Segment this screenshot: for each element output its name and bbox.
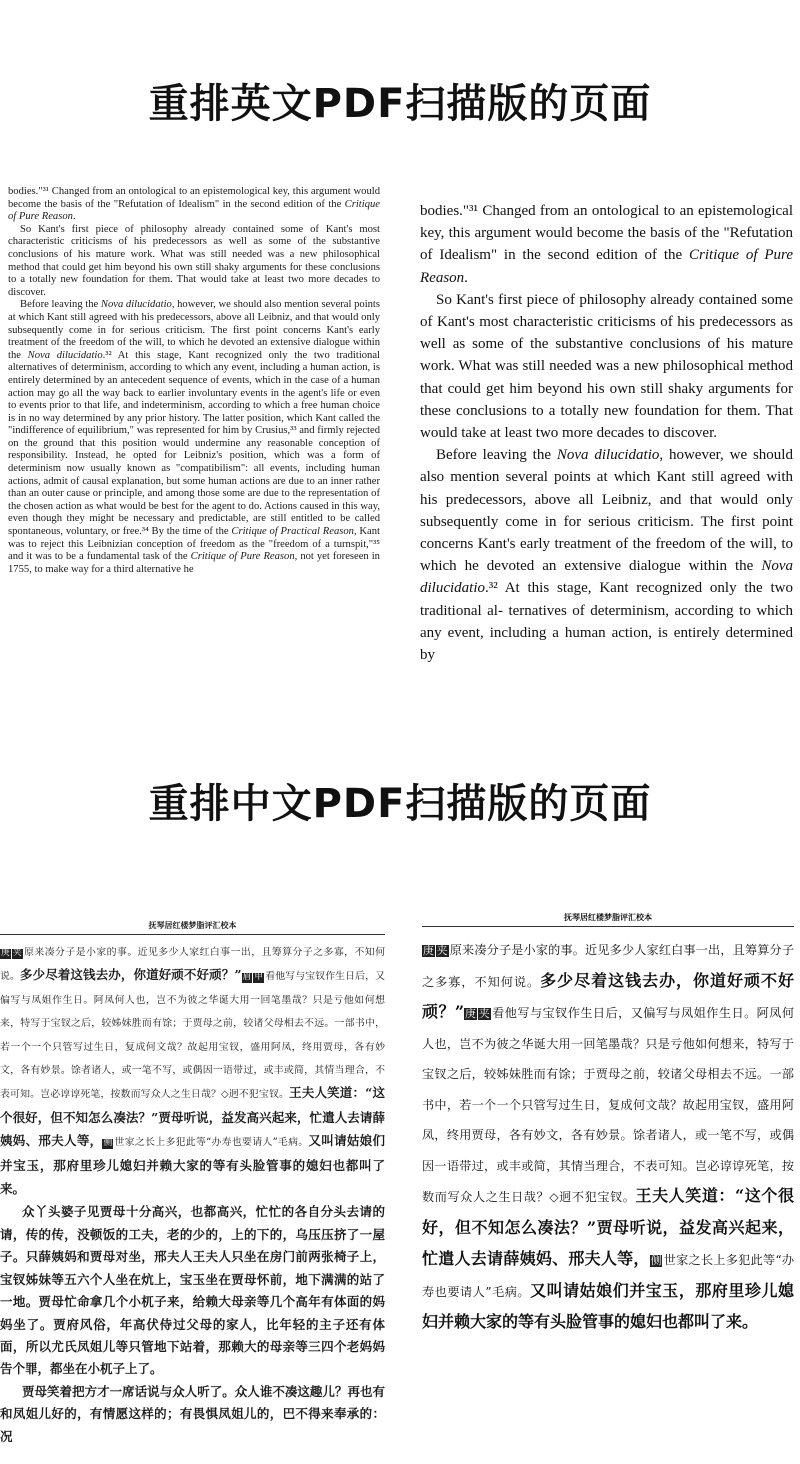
commentary-tag: 庚 xyxy=(423,944,434,957)
commentary-tag: 庚 xyxy=(465,1007,476,1020)
main-text: 又叫请姑娘们并宝玉，那府里珍儿媳妇并赖大家的等有头脸管事的媳妇也都叫了来。 xyxy=(0,1133,385,1197)
main-text: 王夫人笑道：“这个很好，但不知怎么凑法？”贾母听说，益发高兴起来，忙遣人去请薛姨妈、邢夫人等， xyxy=(422,1186,794,1268)
chinese-scanned-page xyxy=(0,918,385,1444)
commentary-tag: 侧 xyxy=(103,1138,113,1149)
english-section-heading: 重排英文PDF扫描版的页面 xyxy=(148,81,652,127)
english-scan-paragraph: So Kant's first piece of philosophy already contained some of Kant's most characteristic criticisms of his predecessors as well as some of the substantive conclusions of his mature work. What was still needed was a new philosophical method that could get him beyond his own still shaky arguments for these conclusions to a totally new foundation for them. That would take at least two more decades to discover. xyxy=(8,223,380,298)
english-scanned-page xyxy=(8,186,380,692)
english-reflow-paragraph: So Kant's first piece of philosophy already contained some of Kant's most characteristic criticisms of his predecessors as well as some of the substantive conclusions of his mature work. What was still needed was a new philosophical method that could get him beyond his own still shaky arguments for these conclusions to a totally new foundation for them. That would take at least two more decades to discover. xyxy=(420,291,793,442)
chinese-reflowed-page xyxy=(422,910,794,1422)
chinese-scan-page-header: 抚琴居红楼梦脂评汇校本 xyxy=(148,920,237,930)
chinese-reflow-paragraph xyxy=(422,935,794,1339)
commentary-note: 原来凑分子是小家的事。近见多少人家红白事一出，且筹算分子之多寡，不知何说。 xyxy=(0,947,385,983)
english-scan-paragraph: Before leaving the Nova dilucidatio, however, we should also mention several points at which Kant still agreed with his predecessors, above all Leibniz, and that would only subsequently come in for serious criticism. The first point concerns Kant's early treatment of the freedom of the will, to which he devoted an extensive dialogue within the Nova dilucidatio.³² At this stage, Kant recognized only the two traditional alternatives of determinism, according to which any event, including a human action, is entirely determined by an antecedent sequence of events, which in the case of a human action may go all the way back to earlier involuntary events in the agent's life or even to events prior to that life, and indeterminism, according to which a free human choice is in no way determined by any prior history. The latter position, which Kant called the "indifference of equilibrium," was represented for him by Crusius,³³ and firmly rejected on the ground that this position would undermine any reasonable conception of responsibility. Instead, he opted for Leibniz's position, which was a form of determinism now usually known as "compatibilism": all events, including human actions, admit of causal explanation, but some human actions are due to an inner rather than an outer cause or principle, and among those some are due to the representation of the chosen action as what would be best for the agent to do. Actions caused in this way, even though they might be necessary and predictable, are still entitled to be called spontaneous, voluntary, or free.³⁴ By the time of the Critique of Practical Reason, Kant was to reject this Leibnizian conception of freedom as the "freedom of a turnspit,"³⁵ and it was to be a fundamental task of the Critique of Pure Reason, not yet foreseen in 1755, to make way for a third alternative he xyxy=(8,299,381,575)
commentary-note: 原来凑分子是小家的事。近见多少人家红白事一出，且筹算分子之多寡，不知何说。 xyxy=(422,943,794,989)
main-text: 多少尽着这钱去办，你道好顽不好顽？” xyxy=(19,967,242,983)
chinese-scan-paragraph: 贾母笑着把方才一席话说与众人听了。众人谁不凑这趣儿？再也有和凤姐儿好的，有情愿这样的；有畏惧凤姐儿的，巴不得来奉承的：况 xyxy=(0,1383,385,1444)
commentary-tag: 甲 xyxy=(254,972,264,983)
main-text: 王夫人笑道：“这个很好，但不知怎么凑法？”贾母听说，益发高兴起来，忙遣人去请薛姨妈、邢夫人等， xyxy=(0,1085,385,1149)
chinese-reflow-page-header: 抚琴居红楼梦脂评汇校本 xyxy=(564,912,652,922)
main-text: 又叫请姑娘们并宝玉，那府里珍儿媳妇并赖大家的等有头脸管事的媳妇也都叫了来。 xyxy=(422,1280,794,1331)
chinese-scan-paragraph: 众丫头婆子见贾母十分高兴，也都高兴，忙忙的各自分头去请的请，传的传，没顿饭的工夫，老的少的，上的下的，乌压压挤了一屋子。只薛姨妈和贾母对坐，邢夫人王夫人只坐在房门前两张椅子上，宝钗姊妹等五六个人坐在炕上，宝玉坐在贾母怀前，地下满满的站了一地。贾母忙命拿几个小杌子来，给赖大母亲等几个高年有体面的妈妈坐了。贾府风俗，年高伏侍过父母的家人，比年轻的主子还有体面，所以尤氏凤姐儿等只管地下站着，那赖大的母亲等三四个老妈妈告个罪，都坐在小杌子上了。 xyxy=(0,1204,385,1377)
chinese-scan-paragraph xyxy=(0,941,385,1201)
header-rule xyxy=(422,926,794,927)
commentary-tag: 庚 xyxy=(1,948,10,958)
commentary-tag: 眉 xyxy=(242,972,252,983)
commentary-tag: 夹 xyxy=(436,944,448,957)
english-reflow-paragraph: Before leaving the Nova dilucidatio, however, we should also mention several points at which Kant still agreed with his predecessors, above all Leibniz, and that would only subsequently come in for serious criticism. The first point concerns Kant's early treatment of the freedom of the will, to which he devoted an extensive dialogue within the Nova dilucidatio.³² At this stage, Kant recognized only the two traditional al- ternatives of determinism, according to which any event, including a human action, is entirely determined by xyxy=(420,447,793,664)
commentary-note: 世家之长上多犯此等“办寿也要请人”毛病。 xyxy=(422,1253,794,1299)
english-reflow-paragraph: bodies."³¹ Changed from an ontological to an epistemological key, this argument would become the basis of the "Refutation of Idealism" in the second edition of the Critique of Pure Reason. xyxy=(420,203,793,286)
english-reflowed-page xyxy=(420,200,793,690)
commentary-tag: 夹 xyxy=(478,1007,490,1020)
commentary-note: 看他写与宝钗作生日后，又偏写与凤姐作生日。阿凤何人也，岂不为彼之华诞大用一回笔墨哉？只是亏他如何想来，特写于宝钗之后，较姊妹胜而有馀；于贾母之前，较诸父母相去不远。一部书中，若一个一个只管写过生日，复成何文哉？故起用宝钗，盛用阿凤，终用贾母，各有妙文，各有妙景。馀者诸人，或一笔不写，或偶因一语带过，或丰或简，其情当理合，不表可知。岂必谆谆死笔，按数而写众人之生日哉？◇迥不犯宝钗。 xyxy=(422,1006,794,1204)
main-text: 多少尽着这钱去办，你道好顽不好顽？” xyxy=(422,970,794,1021)
chinese-section-heading: 重排中文PDF扫描版的页面 xyxy=(148,781,652,827)
header-rule xyxy=(0,934,385,935)
english-scan-paragraph: bodies."³¹ Changed from an ontological to an epistemological key, this argument would become the basis of the "Refutation of Idealism" in the second edition of the Critique of Pure Reason. xyxy=(8,186,380,223)
commentary-tag: 夹 xyxy=(12,948,22,958)
commentary-note: 看他写与宝钗作生日后，又偏写与凤姐作生日。阿凤何人也，岂不为彼之华诞大用一回笔墨哉？只是亏他如何想来，特写于宝钗之后，较姊妹胜而有馀；于贾母之前，较诸父母相去不远。一部书中，若一个一个只管写过生日，复成何文哉？故起用宝钗，盛用阿凤，终用贾母，各有妙文，各有妙景。馀者诸人，或一笔不写，或偶因一语带过，或丰或简，其情当理合，不表可知。岂必谆谆死笔，按数而写众人之生日哉？◇迥不犯宝钗。 xyxy=(0,971,385,1101)
commentary-note: 世家之长上多犯此等“办寿也要请人”毛病。 xyxy=(114,1137,309,1149)
commentary-tag: 侧 xyxy=(650,1254,662,1267)
